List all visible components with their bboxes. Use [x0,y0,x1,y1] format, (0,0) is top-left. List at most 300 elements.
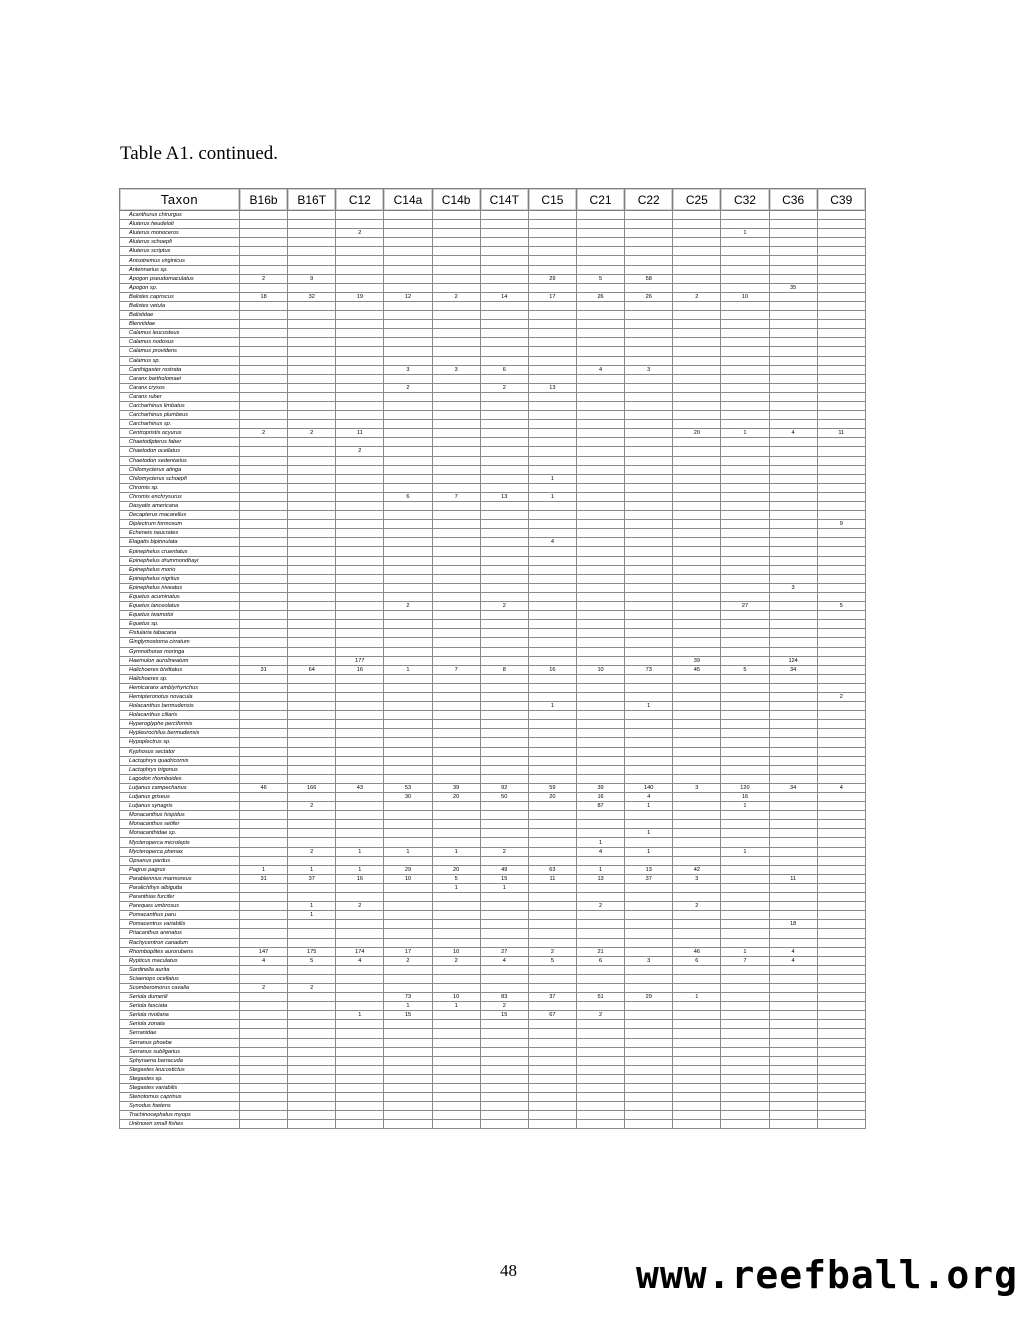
count-cell [384,983,432,992]
count-cell [384,638,432,647]
count-cell [288,456,336,465]
count-cell [576,1093,624,1102]
count-cell [384,729,432,738]
count-cell [769,411,817,420]
count-cell [625,265,673,274]
count-cell [480,656,528,665]
count-cell [432,229,480,238]
count-cell [817,256,865,265]
count-cell [721,765,769,774]
count-cell [432,301,480,310]
count-cell [576,229,624,238]
count-cell [480,729,528,738]
count-cell [432,247,480,256]
count-cell [480,556,528,565]
count-cell [576,638,624,647]
count-cell [384,811,432,820]
count-cell: 1 [384,847,432,856]
count-cell [625,1120,673,1129]
count-cell [721,320,769,329]
table-row [120,756,866,765]
count-cell [240,1020,288,1029]
count-cell [480,1120,528,1129]
count-cell [240,592,288,601]
taxon-cell: Blenniidae [120,320,240,329]
count-cell [384,629,432,638]
count-cell [817,1093,865,1102]
count-cell [480,1038,528,1047]
count-cell [576,220,624,229]
count-cell [480,583,528,592]
count-cell [528,465,576,474]
count-cell [240,474,288,483]
table-row [120,1020,866,1029]
count-cell: 15 [480,1011,528,1020]
count-cell [721,520,769,529]
count-cell [336,620,384,629]
count-cell [673,1120,721,1129]
count-cell [625,592,673,601]
count-cell [240,1056,288,1065]
count-cell [240,702,288,711]
count-cell [721,1020,769,1029]
count-cell [480,902,528,911]
count-cell [721,238,769,247]
count-cell [673,574,721,583]
table-row [120,356,866,365]
count-cell: 10 [721,292,769,301]
count-cell [721,1029,769,1038]
count-cell [336,1111,384,1120]
count-cell [336,565,384,574]
count-cell: 2 [480,383,528,392]
count-cell [817,856,865,865]
count-cell [480,220,528,229]
count-cell: 13 [480,492,528,501]
count-cell [673,883,721,892]
table-row [120,574,866,583]
count-cell [769,674,817,683]
count-cell [576,483,624,492]
count-cell [336,220,384,229]
count-cell: 2 [240,983,288,992]
count-cell [432,538,480,547]
count-cell [576,893,624,902]
count-cell [673,274,721,283]
count-cell [240,1038,288,1047]
count-cell [528,283,576,292]
count-cell [288,674,336,683]
count-cell [384,447,432,456]
count-cell [528,629,576,638]
count-cell [240,338,288,347]
table-row [120,401,866,410]
count-cell: 11 [336,429,384,438]
table-row [120,602,866,611]
count-cell [528,556,576,565]
count-cell [769,865,817,874]
count-cell [336,793,384,802]
count-cell [288,720,336,729]
table-caption: Table A1. continued. [120,143,279,164]
count-cell [432,447,480,456]
count-cell [769,620,817,629]
taxon-cell: Balistes vetula [120,301,240,310]
count-cell [432,920,480,929]
table-row [120,1074,866,1083]
count-cell [576,265,624,274]
count-cell [769,793,817,802]
taxon-cell: Chaetodon sedentarius [120,456,240,465]
count-cell [625,392,673,401]
table-row [120,311,866,320]
count-cell [817,483,865,492]
count-cell [384,547,432,556]
count-cell: 92 [480,783,528,792]
count-cell [480,820,528,829]
count-cell [240,547,288,556]
taxon-cell: Calamus sp. [120,356,240,365]
count-cell [769,511,817,520]
count-cell: 39 [432,783,480,792]
count-cell [673,583,721,592]
count-cell [769,929,817,938]
count-cell: 16 [528,665,576,674]
count-cell: 2 [480,1002,528,1011]
table-row [120,947,866,956]
table-row [120,1120,866,1129]
count-cell [576,729,624,738]
count-cell [817,756,865,765]
count-cell: 2 [480,602,528,611]
count-cell [480,301,528,310]
count-cell [769,1020,817,1029]
count-cell [480,238,528,247]
count-cell [288,229,336,238]
count-cell [817,820,865,829]
count-cell [625,911,673,920]
count-cell [769,1074,817,1083]
count-cell [721,656,769,665]
count-cell [480,411,528,420]
count-cell [528,356,576,365]
count-cell: 39 [576,783,624,792]
taxon-cell: Chilomycterus atinga [120,465,240,474]
count-cell [769,574,817,583]
count-cell [528,856,576,865]
count-cell [673,411,721,420]
count-cell [480,465,528,474]
count-cell [288,365,336,374]
count-cell [384,893,432,902]
count-cell: 45 [673,665,721,674]
count-cell [625,256,673,265]
count-cell [673,856,721,865]
count-cell [384,483,432,492]
count-cell [625,1020,673,1029]
count-cell [432,856,480,865]
count-cell [432,811,480,820]
count-cell [480,629,528,638]
count-cell: 35 [769,283,817,292]
taxon-cell: Epinephelus morio [120,565,240,574]
count-cell [625,602,673,611]
count-cell [673,392,721,401]
column-header-c36: C36 [769,189,817,211]
count-cell [432,1065,480,1074]
count-cell [576,383,624,392]
count-cell [432,974,480,983]
count-cell: 31 [240,665,288,674]
count-cell [625,938,673,947]
count-cell [528,1111,576,1120]
count-cell [769,1102,817,1111]
count-cell [288,265,336,274]
count-cell [673,356,721,365]
table-row [120,702,866,711]
table-row [120,365,866,374]
count-cell: 34 [769,783,817,792]
count-cell [480,320,528,329]
count-cell [432,1102,480,1111]
count-cell [432,638,480,647]
count-cell: 7 [432,665,480,674]
count-cell [384,938,432,947]
count-cell [721,1038,769,1047]
count-cell [240,374,288,383]
count-cell: 3 [384,365,432,374]
count-cell [480,447,528,456]
count-cell [673,602,721,611]
taxon-cell: Epinephelus drummondhayi [120,556,240,565]
count-cell [528,392,576,401]
table-row [120,747,866,756]
table-row [120,538,866,547]
count-cell [576,238,624,247]
count-cell [240,1074,288,1083]
count-cell: 29 [528,274,576,283]
count-cell [576,938,624,947]
count-cell [576,1065,624,1074]
count-cell [817,1011,865,1020]
count-cell [480,756,528,765]
table-row [120,547,866,556]
count-cell [480,483,528,492]
count-cell [288,256,336,265]
count-cell [432,211,480,220]
count-cell [384,311,432,320]
count-cell [240,965,288,974]
count-cell [288,629,336,638]
count-cell [721,811,769,820]
count-cell [432,983,480,992]
count-cell [288,1120,336,1129]
count-cell [384,747,432,756]
count-cell [528,611,576,620]
taxon-cell: Epinephelus nigritus [120,574,240,583]
count-cell [240,802,288,811]
count-cell [288,729,336,738]
count-cell [480,347,528,356]
count-cell: 4 [576,847,624,856]
count-cell [673,611,721,620]
count-cell [480,1093,528,1102]
count-cell [625,765,673,774]
count-cell: 31 [240,874,288,883]
taxon-cell: Trachinocephalus myops [120,1111,240,1120]
count-cell [576,692,624,701]
count-cell [480,574,528,583]
count-cell [817,511,865,520]
count-cell [240,765,288,774]
count-cell [625,774,673,783]
count-cell: 15 [384,1011,432,1020]
count-cell [769,983,817,992]
count-cell [769,1056,817,1065]
count-cell [288,301,336,310]
count-cell [384,520,432,529]
table-row [120,974,866,983]
count-cell [384,529,432,538]
count-cell [288,238,336,247]
count-cell [673,401,721,410]
taxon-cell: Epinephelus niveatus [120,583,240,592]
count-cell [240,211,288,220]
count-cell [384,974,432,983]
count-cell [240,229,288,238]
count-cell: 18 [240,292,288,301]
count-cell [288,574,336,583]
count-cell: 10 [432,993,480,1002]
count-cell [240,602,288,611]
count-cell [432,311,480,320]
count-cell [384,720,432,729]
count-cell: 29 [625,993,673,1002]
count-cell [384,1020,432,1029]
taxon-cell: Caranx bartholomaei [120,374,240,383]
count-cell: 1 [384,1002,432,1011]
count-cell [384,1047,432,1056]
count-cell [769,829,817,838]
count-cell [625,1065,673,1074]
count-cell [288,438,336,447]
count-cell: 140 [625,783,673,792]
count-cell [769,847,817,856]
table-row [120,511,866,520]
count-cell [673,520,721,529]
table-row [120,720,866,729]
table-row [120,1056,866,1065]
count-cell [336,274,384,283]
count-cell [528,656,576,665]
count-cell [432,702,480,711]
count-cell [384,1038,432,1047]
count-cell [432,583,480,592]
count-cell [625,656,673,665]
count-cell [288,492,336,501]
count-cell [673,847,721,856]
count-cell [625,574,673,583]
count-cell [384,238,432,247]
count-cell: 16 [721,793,769,802]
count-cell [528,1002,576,1011]
count-cell [336,356,384,365]
count-cell [480,265,528,274]
count-cell [384,429,432,438]
taxon-cell: Monacanthus setifer [120,820,240,829]
count-cell: 10 [432,947,480,956]
count-cell [817,747,865,756]
count-cell: 11 [528,874,576,883]
count-cell [432,338,480,347]
count-cell [480,911,528,920]
count-cell: 4 [240,956,288,965]
count-cell [384,1029,432,1038]
table-row [120,447,866,456]
count-cell [817,538,865,547]
count-cell [288,283,336,292]
taxon-cell: Sardinella aurita [120,965,240,974]
count-cell [336,401,384,410]
count-cell [721,265,769,274]
count-cell: 3 [673,783,721,792]
count-cell [625,820,673,829]
count-cell [336,574,384,583]
count-cell [528,692,576,701]
count-cell [480,392,528,401]
count-cell [576,883,624,892]
count-cell [240,465,288,474]
count-cell [528,365,576,374]
count-cell [576,1029,624,1038]
taxon-cell: Opsanus pardus [120,856,240,865]
count-cell [625,220,673,229]
count-cell [817,974,865,983]
table-row [120,383,866,392]
count-cell [769,738,817,747]
count-cell [384,474,432,483]
count-cell [432,656,480,665]
taxon-cell: Apogon sp. [120,283,240,292]
count-cell [384,620,432,629]
count-cell [817,502,865,511]
count-cell [769,447,817,456]
count-cell [576,738,624,747]
table-row [120,783,866,792]
taxon-cell: Calamus nodosus [120,338,240,347]
count-cell [480,401,528,410]
count-cell [721,256,769,265]
count-cell [769,483,817,492]
taxon-cell: Synodus foetens [120,1102,240,1111]
count-cell: 14 [480,292,528,301]
count-cell [625,629,673,638]
table-row [120,438,866,447]
count-cell [288,692,336,701]
taxon-cell: Pomacentrus variabilis [120,920,240,929]
count-cell [384,538,432,547]
count-cell [769,265,817,274]
count-cell [673,474,721,483]
taxon-cell: Hemicaranx amblyrhynchus [120,683,240,692]
count-cell: 1 [721,802,769,811]
count-cell [673,1056,721,1065]
count-cell [336,711,384,720]
count-cell [721,474,769,483]
taxon-cell: Haemulon aurolineatum [120,656,240,665]
count-cell: 58 [625,274,673,283]
count-cell [769,401,817,410]
